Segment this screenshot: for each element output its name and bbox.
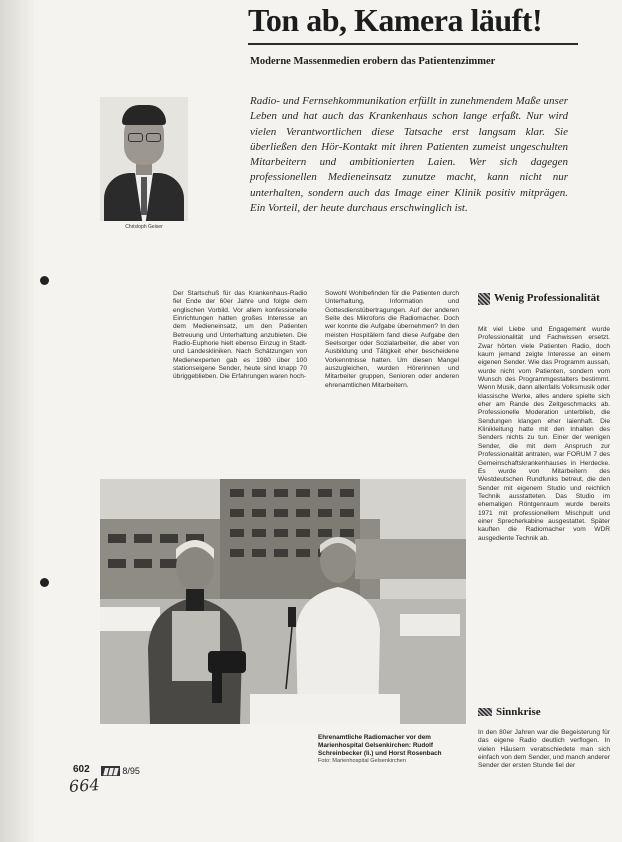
headline: Ton ab, Kamera läuft! — [248, 2, 543, 38]
body-column-3: Mit viel Liebe und Engagement wurde Professionalität und Fachwissen ersetzt. Zwar hörten viele Patienten Radio, doch kaum jemand zeigte Interesse an einem eigenen Sender. Wie das Programm aussah, wurde nicht vom Patienten, sondern vom Wunsch des Programmgestalters bestimmt. Wenn Musik, dann allenfalls Volksmusik oder klassische Werke, alles andere spielte sich eher am Rande des Zeitgeschmacks ab. Professionelle Moderation unterblieb, die Sendungen klangen eher laienhaft. Die Klinikleitung hatte mit den Inhalten des Senders nichts zu tun. Einer der wenigen Sender, die mit dem Anspruch zur Professionalität antraten, war FORUM 7 des Gemeinschaftskrankenhauses in Herdecke. Es wurde von Mitarbeitern des Westdeutschen Rundfunks betreut, die den Sender mit eigenem Studio und reichlich Technik ausstatteten. Das Studio im ehemaligen Röntgenraum wurde bereits 1971 mit professionellem Mischpult und einer Sprecherkabine ausgestattet. Später kauften die Radiomacher vom WDR ausgediente Technik ab. — [478, 326, 610, 542]
section-icon — [478, 708, 492, 716]
article-photo — [100, 479, 466, 724]
portrait-caption: Christoph Geiser — [125, 224, 163, 230]
section-heading-text: Wenig Professionalität — [494, 292, 600, 304]
photo-caption-block — [318, 734, 468, 765]
issue-number: 8/95 — [122, 766, 140, 776]
punch-hole — [40, 578, 49, 587]
body-column-2: Sowohl Wohlbefinden für die Patienten durch Unterhaltung, Information und Gottesdienstübertragungen. Auf der anderen Seite des Mikrofons die Radiomacher. Doch wer konnte die Aufgabe übernehmen? In den meisten Hospitälern fand diese Aufgabe den Seelsorger oder Sozialarbeiter, die aber von Ausbildung und Tätigkeit eher bescheidene Vorkenntnisse hatten. Um diesen Mangel auszugleichen, wurden Hörerinnen und Mitarbeiter gruppen, Senioren oder anderen ehrenamtlichen Mitarbeitern. — [325, 290, 459, 389]
lead-paragraph: Radio- und Fernsehkommunikation erfüllt in zunehmendem Maße unser Leben und hat auch das Krankenhaus schon lange erfaßt. Nur wird vielen Verantwortlichen diese Tatsache erst langsam klar. Sie überließen den Hör-Kontakt mit ihren Patienten zumeist ungeschulten Mitarbeitern und ambitionierten Laien. Wer sich dagegen professionellen Medieneinsatz zunutze macht, kann nicht nur unterhalten, sondern auch das Image einer Klinik positiv mitprägen. Ein Vorteil, der heute durchaus erschwinglich ist. — [250, 95, 568, 215]
body-column-1: Der Startschuß für das Krankenhaus-Radio fiel Ende der 60er Jahre und folgte dem englischen Vorbild. Vor allem konfessionelle Einrichtungen hatten großes Interesse an dem Medieneinsatz, um den Patienten Betreuung und Unterhaltung anzubieten. Die Radio-Euphorie hielt ebenso Einzug in Stadt- und Landeskliniken. Nach Schätzungen von Medienexperten gab es 1980 über 100 stationseigene Sender, heute sind knapp 70 übriggeblieben. Die Erfahrungen waren hoch- — [173, 290, 307, 381]
punch-hole — [40, 276, 49, 285]
section-heading — [478, 706, 541, 718]
scan-binding-shadow — [0, 0, 34, 842]
photo-caption: Ehrenamtliche Radiomacher vor dem Marienhospital Gelsenkirchen: Rudolf Schreinbecker (li.) und Horst Rosenbach — [318, 734, 442, 757]
headline-rule — [248, 43, 578, 45]
section-heading-text: Sinnkrise — [496, 706, 541, 718]
page-number: 602 — [73, 764, 90, 775]
body-column-3-continued: In den 80er Jahren war die Begeisterung für das eigene Radio deutlich verflogen. In vielen Häusern verabschiedete man sich einfach von dem Sender, und manch anderer Sender der ersten Stunde fiel der — [478, 729, 610, 770]
handwritten-number: 664 — [68, 774, 101, 797]
subtitle: Moderne Massenmedien erobern das Patientenzimmer — [250, 56, 496, 67]
author-portrait — [100, 97, 188, 221]
issue-label — [101, 766, 140, 777]
magazine-logo: ▮▮▮ — [103, 766, 118, 776]
photo-credit: Foto: Marienhospital Gelsenkirchen — [318, 758, 406, 765]
section-heading — [478, 292, 602, 305]
section-icon — [478, 293, 490, 305]
